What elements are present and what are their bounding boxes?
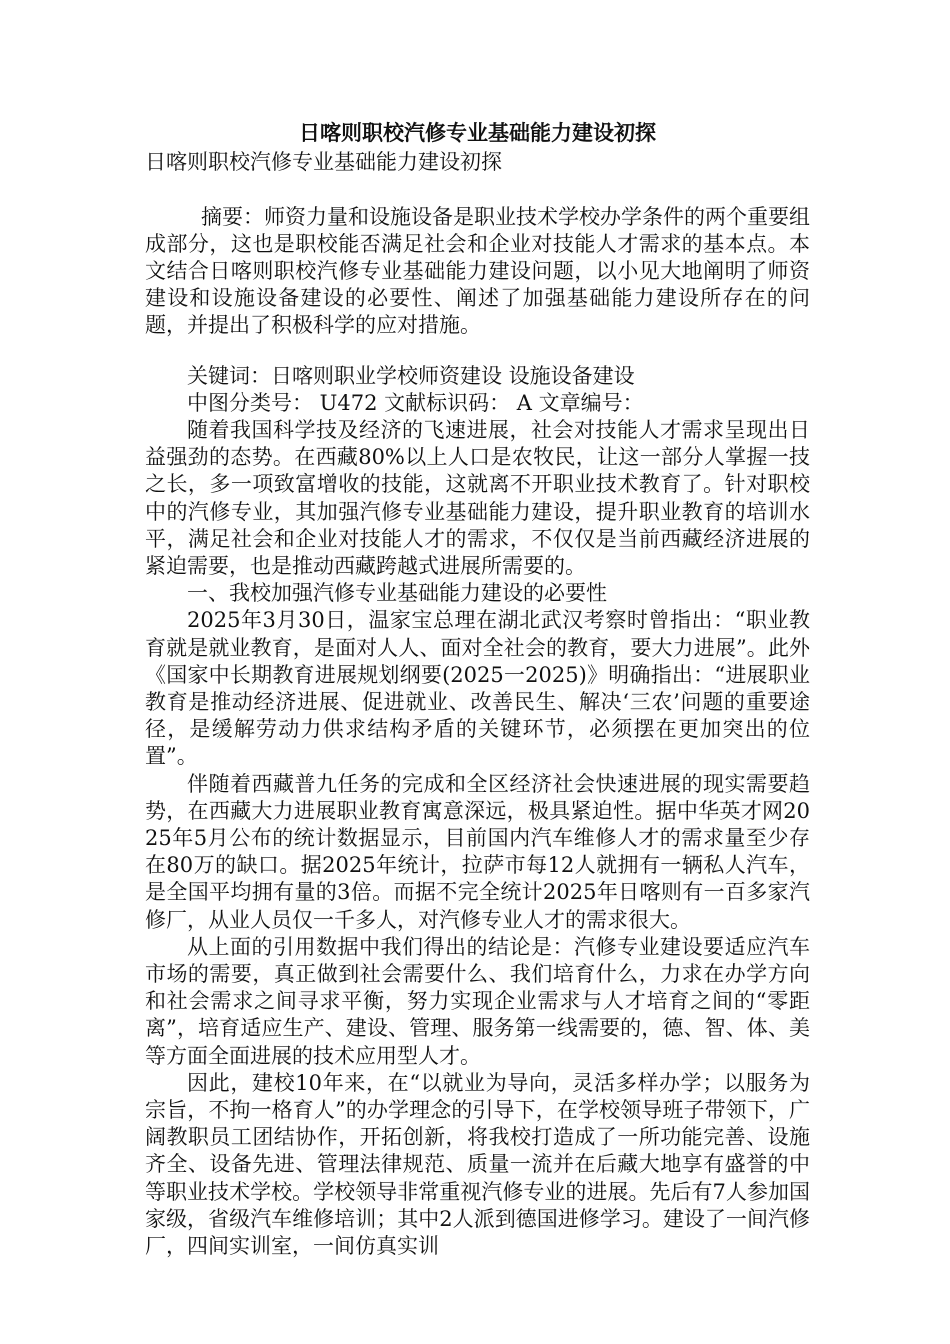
document-title: 日喀则职校汽修专业基础能力建设初探 (299, 121, 656, 145)
body-paragraph: 2025年3月30日，温家宝总理在湖北武汉考察时曾指出：“职业教育就是就业教育，是面对人人、面对全社会的教育，要大力进展”。此外《国家中长期教育进展规划纲要(2025一2025)》明确指出：“进展职业教育是推动经济进展、促进就业、改善民生、解决‘三农’问题的重要途径，是缓解劳动力供求结构矛盾的关键环节，必须摆在更加突出的位置”。 (145, 608, 810, 769)
keywords: 关键词：日喀则职业学校师资建设 设施设备建设 (187, 364, 635, 388)
classification-line: 中图分类号： U472 文献标识码： A 文章编号： (187, 391, 644, 415)
body-paragraph: 随着我国科学技及经济的飞速进展，社会对技能人才需求呈现出日益强劲的态势。在西藏80%以上人口是农牧民，让这一部分人掌握一技之长，多一项致富增收的技能，这就离不开职业技术教育了。针对职校中的汽修专业，其加强汽修专业基础能力建设，提升职业教育的培训水平，满足社会和企业对技能人才的需求，不仅仅是当前西藏经济进展的紧迫需要，也是推动西藏跨越式进展所需要的。 (145, 418, 810, 579)
body-paragraph: 伴随着西藏普九任务的完成和全区经济社会快速进展的现实需要趋势，在西藏大力进展职业教育寓意深远，极具紧迫性。据中华英才网2025年5月公布的统计数据显示，目前国内汽车维修人才的需求量至少存在80万的缺口。据2025年统计，拉萨市每12人就拥有一辆私人汽车，是全国平均拥有量的3倍。而据不完全统计2025年日喀则有一百多家汽修厂，从业人员仅一千多人，对汽修专业人才的需求很大。 (145, 771, 810, 932)
body-paragraph: 因此，建校10年来，在“以就业为导向，灵活多样办学；以服务为宗旨，不拘一格育人”的办学理念的引导下，在学校领导班子带领下，广阔教职员工团结协作，开拓创新，将我校打造成了一所功能完善、设施齐全、设备先进、管理法律规范、质量一流并在后藏大地享有盛誉的中等职业技术学校。学校领导非常重视汽修专业的进展。先后有7人参加国家级，省级汽车维修培训；其中2人派到德国进修学习。建设了一间汽修厂，四间实训室，一间仿真实训 (145, 1070, 810, 1259)
spacer (145, 176, 810, 204)
document-subtitle: 日喀则职校汽修专业基础能力建设初探 (145, 150, 502, 174)
body-paragraph: 从上面的引用数据中我们得出的结论是：汽修专业建设要适应汽车市场的需要，真正做到社会需要什么、我们培育什么，力求在办学方向和社会需求之间寻求平衡，努力实现企业需求与人才培育之间的“零距离”，培育适应生产、建设、管理、服务第一线需要的，德、智、体、美等方面全面进展的技术应用型人才。 (145, 934, 810, 1068)
section-heading: 一、我校加强汽修专业基础能力建设的必要性 (187, 581, 607, 606)
document-page (145, 118, 810, 1260)
spacer (145, 339, 810, 363)
abstract: 摘要：师资力量和设施设备是职业技术学校办学条件的两个重要组成部分，这也是职校能否满足社会和企业对技能人才需求的基本点。本文结合日喀则职校汽修专业基础能力建设问题，以小见大地阐明了师资建设和设施设备建设的必要性、阐述了加强基础能力建设所存在的问题，并提出了积极科学的应对措施。 (145, 205, 810, 337)
